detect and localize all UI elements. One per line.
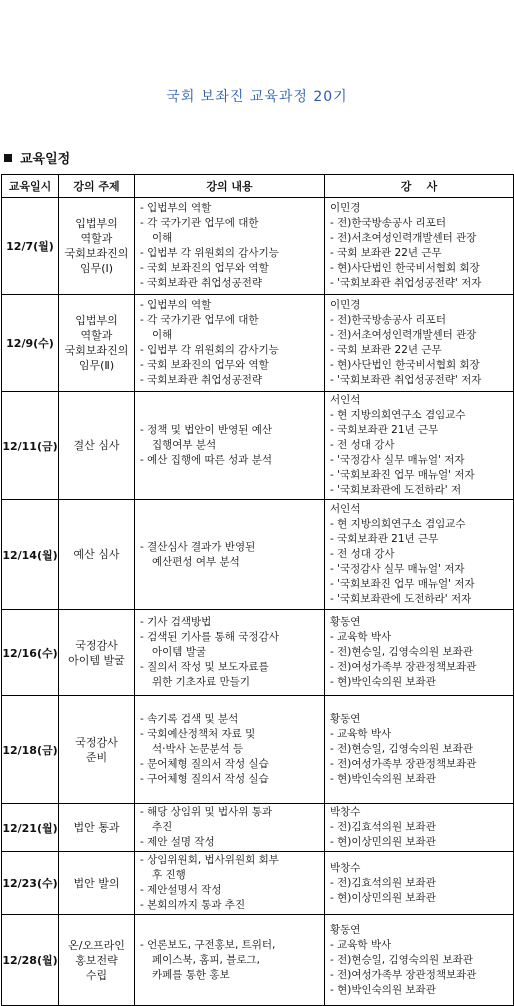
table-row (2, 696, 514, 804)
cell-instructor (325, 198, 514, 295)
content-line: 이해 (152, 232, 173, 244)
cell-instructor (325, 696, 514, 804)
cell-content (135, 198, 325, 295)
cell-instructor (325, 392, 514, 500)
instructor-detail: - 전)김효석의원 보좌관 (330, 821, 436, 833)
subject-line: 국정감사 (75, 735, 118, 749)
instructor-detail: - 전)한국방송공사 리포터 (330, 314, 446, 326)
content-line: - 각 국가기관 업무에 대한 (140, 314, 259, 326)
instructor-detail: - 전 성대 강사 (330, 439, 395, 451)
instructor-detail: - 전)현승일, 김영숙의원 보좌관 (330, 743, 473, 755)
instructor-detail: - 전)현승일, 김영숙의원 보좌관 (330, 953, 473, 966)
subject-line: 예산 심사 (73, 548, 120, 561)
table-row (2, 610, 514, 696)
instructor-detail: - 전 성대 강사 (330, 548, 395, 560)
cell-content (135, 295, 325, 392)
instructor-detail: - 현)박인숙의원 보좌관 (330, 983, 436, 996)
instructor-detail: - '국회보좌관 취업성공전략' 저자 (330, 277, 482, 289)
cell-subject (59, 610, 135, 696)
instructor-detail: - 현 지방의회연구소 겸임교수 (330, 409, 466, 421)
schedule-table (1, 174, 514, 1006)
header-date: 교육일시 (2, 175, 59, 198)
content-line: - 본회의까지 통과 추진 (140, 899, 246, 911)
header-content: 강의 내용 (135, 175, 325, 198)
section-title: 교육일정 (20, 152, 71, 167)
subject-line: 아이템 발굴 (68, 653, 125, 667)
instructor-detail: - 전)서초여성인력개발센터 관장 (330, 329, 477, 341)
instructor-detail: - 전)여성가족부 장관정책보좌관 (330, 968, 477, 981)
content-line: - 구어체형 질의서 작성 실습 (140, 773, 269, 785)
cell-instructor (325, 852, 514, 915)
instructor-name: 황동연 (330, 616, 361, 628)
instructor-detail: - 국회보좌관 21년 근무 (330, 424, 439, 436)
content-line: - 정책 및 법안이 반영된 예산 (140, 424, 273, 436)
cell-content (135, 392, 325, 500)
instructor-detail: - 현)박인숙의원 보좌관 (330, 676, 436, 688)
subject-line: 수립 (85, 968, 108, 982)
cell-instructor (325, 295, 514, 392)
instructor-detail: - '국회보좌진 업무 매뉴얼' 저자 (330, 469, 475, 481)
content-line: - 상임위원회, 법사위원회 회부 (140, 854, 279, 866)
header-instructor: 강 사 (325, 175, 514, 198)
content-line: 석·박사 논문분석 등 (152, 743, 244, 755)
table-header-row (2, 175, 514, 198)
instructor-detail: - 현)이상민의원 보좌관 (330, 891, 436, 904)
instructor-detail: - 전)한국방송공사 리포터 (330, 217, 446, 229)
instructor-name: 황동연 (330, 713, 361, 725)
subject-line: 임무(Ⅱ) (78, 359, 115, 372)
subject-line: 온/오프라인 (68, 938, 125, 952)
table-row (2, 198, 514, 295)
content-line: 후 진행 (152, 869, 186, 881)
instructor-name: 이민경 (330, 202, 361, 214)
instructor-detail: - '국정감사 실무 매뉴얼' 저자 (330, 563, 465, 575)
instructor-name: 박창수 (330, 806, 361, 818)
table-row (2, 852, 514, 915)
table-row (2, 392, 514, 500)
subject-line: 결산 심사 (73, 439, 120, 452)
subject-line: 입법부의 (75, 314, 118, 327)
content-line: - 각 국가기관 업무에 대한 (140, 217, 259, 229)
subject-line: 임무(Ⅰ) (79, 262, 114, 275)
cell-instructor (325, 500, 514, 610)
content-line: 추진 (152, 821, 173, 833)
content-line: - 입법부의 역할 (140, 299, 212, 311)
cell-date: 12/11(금) (2, 392, 59, 500)
cell-date: 12/16(수) (2, 610, 59, 696)
page-title: 국회 보좌진 교육과정 20기 (166, 89, 348, 105)
content-line: - 입법부 각 위원회의 감사기능 (140, 344, 279, 356)
cell-date: 12/14(월) (2, 500, 59, 610)
content-line: - 해당 상임위 및 법사위 통과 (140, 806, 273, 818)
subject-line: 법안 발의 (73, 876, 120, 890)
cell-subject (59, 295, 135, 392)
content-line: - 입법부 각 위원회의 감사기능 (140, 247, 279, 259)
instructor-detail: - 교육학 박사 (330, 631, 392, 643)
subject-line: 국회보좌진의 (64, 247, 129, 260)
instructor-name: 서인석 (330, 503, 361, 515)
content-line: - 제안 설명 작성 (140, 836, 215, 848)
instructor-name: 황동연 (330, 923, 361, 936)
instructor-detail: - '국회보좌관에 도전하라' 저 (330, 484, 462, 496)
table-row (2, 915, 514, 1006)
cell-date: 12/23(수) (2, 852, 59, 915)
instructor-detail: - '국회보좌진 업무 매뉴얼' 저자 (330, 578, 475, 590)
content-line: - 국회 보좌진의 업무와 역할 (140, 262, 269, 274)
subject-line: 법안 통과 (73, 821, 120, 834)
instructor-detail: - 현)이상민의원 보좌관 (330, 836, 436, 848)
subject-line: 국정감사 (75, 638, 118, 652)
content-line: - 결산심사 결과가 반영된 (140, 540, 256, 553)
cell-subject (59, 500, 135, 610)
instructor-detail: - 국회 보좌관 22년 근무 (330, 247, 442, 259)
cell-content (135, 500, 325, 610)
cell-subject (59, 852, 135, 915)
instructor-detail: - 국회 보좌관 22년 근무 (330, 344, 442, 356)
cell-date: 12/7(월) (2, 198, 59, 295)
content-line: - 입법부의 역할 (140, 202, 212, 214)
cell-subject (59, 696, 135, 804)
table-row (2, 804, 514, 852)
cell-subject (59, 915, 135, 1006)
cell-content (135, 696, 325, 804)
content-line: - 기사 검색방법 (140, 616, 212, 628)
content-line: 아이템 발굴 (152, 646, 207, 658)
cell-subject (59, 804, 135, 852)
instructor-name: 박창수 (330, 861, 361, 874)
cell-date: 12/28(월) (2, 915, 59, 1006)
cell-content (135, 915, 325, 1006)
content-line: - 예산 집행에 따른 성과 분석 (140, 454, 273, 466)
instructor-detail: - 전)서초여성인력개발센터 관장 (330, 232, 477, 244)
instructor-detail: - '국회보좌관에 도전하라' 저자 (330, 593, 472, 605)
content-line: 카페를 통한 홍보 (152, 968, 230, 981)
cell-instructor (325, 804, 514, 852)
square-bullet-icon (4, 154, 12, 162)
instructor-detail: - 전)김효석의원 보좌관 (330, 876, 436, 889)
content-line: 집행여부 분석 (152, 439, 217, 451)
content-line: - 언론보도, 구전홍보, 트위터, (140, 938, 276, 951)
table-row (2, 295, 514, 392)
section-heading (4, 148, 70, 167)
content-line: - 검색된 기사를 통해 국정감사 (140, 631, 279, 643)
instructor-detail: - 현)사단법인 한국비서협회 회장 (330, 359, 480, 371)
content-line: 이해 (152, 329, 173, 341)
content-line: - 국회보좌관 취업성공전략 (140, 277, 263, 289)
instructor-detail: - 현 지방의회연구소 겸임교수 (330, 518, 466, 530)
content-line: - 국회보좌관 취업성공전략 (140, 374, 263, 386)
instructor-detail: - 국회보좌관 21년 근무 (330, 533, 439, 545)
cell-subject (59, 392, 135, 500)
cell-date: 12/18(금) (2, 696, 59, 804)
instructor-detail: - '국회보좌관 취업성공전략' 저자 (330, 374, 482, 386)
instructor-detail: - 현)사단법인 한국비서협회 회장 (330, 262, 480, 274)
cell-subject (59, 198, 135, 295)
header-subject: 강의 주제 (59, 175, 135, 198)
content-line: - 문어체형 질의서 작성 실습 (140, 758, 269, 770)
cell-content (135, 610, 325, 696)
subject-line: 역할과 (80, 232, 113, 245)
cell-instructor (325, 610, 514, 696)
content-line: - 제안설명서 작성 (140, 884, 222, 896)
instructor-detail: - 전)여성가족부 장관정책보좌관 (330, 758, 477, 770)
cell-content (135, 852, 325, 915)
content-line: 예산편성 여부 분석 (152, 555, 240, 568)
content-line: - 질의서 작성 및 보도자료를 (140, 661, 269, 673)
cell-date: 12/9(수) (2, 295, 59, 392)
subject-line: 준비 (85, 750, 108, 764)
instructor-name: 서인석 (330, 394, 361, 406)
content-line: - 국회예산정책처 자료 및 (140, 728, 256, 740)
instructor-detail: - 현)박인숙의원 보좌관 (330, 773, 436, 785)
subject-line: 국회보좌진의 (64, 344, 129, 357)
instructor-detail: - '국정감사 실무 매뉴얼' 저자 (330, 454, 465, 466)
cell-instructor (325, 915, 514, 1006)
instructor-detail: - 교육학 박사 (330, 728, 392, 740)
instructor-detail: - 전)현승일, 김영숙의원 보좌관 (330, 646, 473, 658)
cell-date: 12/21(월) (2, 804, 59, 852)
content-line: - 국회 보좌진의 업무와 역할 (140, 359, 269, 371)
subject-line: 홍보전략 (75, 953, 118, 967)
table-row (2, 500, 514, 610)
content-line: - 속기록 검색 및 분석 (140, 713, 239, 725)
instructor-detail: - 교육학 박사 (330, 938, 392, 951)
subject-line: 역할과 (80, 329, 113, 342)
cell-content (135, 804, 325, 852)
instructor-name: 이민경 (330, 299, 361, 311)
subject-line: 입법부의 (75, 217, 118, 230)
instructor-detail: - 전)여성가족부 장관정책보좌관 (330, 661, 477, 673)
content-line: 페이스북, 홈피, 블로그, (152, 953, 260, 966)
content-line: 위한 기초자료 만들기 (152, 676, 250, 688)
